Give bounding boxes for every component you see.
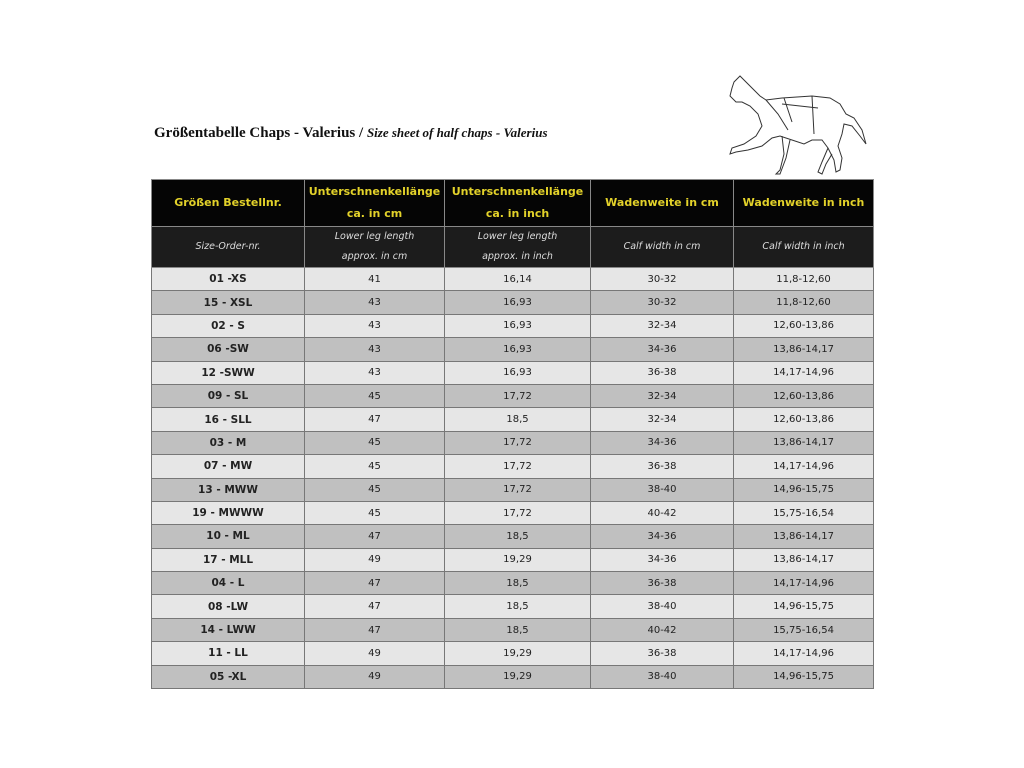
table-cell: 19,29 [445,642,591,665]
table-cell: 36-38 [591,642,734,665]
table-cell: 38-40 [591,478,734,501]
table-cell: 17,72 [445,431,591,454]
table-cell: 18,5 [445,572,591,595]
header-label: Wadenweite in cm [605,196,719,209]
table-row [152,525,874,548]
table-cell: 47 [305,408,445,431]
table-row [152,478,874,501]
table-cell: 47 [305,618,445,641]
table-row [152,665,874,688]
table-cell: 10 - ML [152,525,305,548]
table-cell: 11,8-12,60 [734,291,874,314]
table-cell: 49 [305,642,445,665]
table-cell: 47 [305,525,445,548]
table-row [152,361,874,384]
table-cell: 12,60-13,86 [734,408,874,431]
table-cell: 19 - MWWW [152,501,305,524]
table-cell: 17,72 [445,455,591,478]
subheader-label: Lower leg length [477,231,558,242]
header-label: ca. in inch [485,207,550,220]
header-label: Größen Bestellnr. [174,196,282,209]
column-header [591,180,734,227]
title-german: Größentabelle Chaps - Valerius / [154,125,364,141]
table-cell: 18,5 [445,618,591,641]
table-cell: 30-32 [591,291,734,314]
column-header [152,180,305,227]
table-cell: 32-34 [591,408,734,431]
table-cell: 43 [305,291,445,314]
table-cell: 06 -SW [152,338,305,361]
table-row [152,384,874,407]
column-header [305,180,445,227]
table-row [152,291,874,314]
subheader-label: Size-Order-nr. [195,241,261,252]
table-cell: 43 [305,361,445,384]
table-cell: 12 -SWW [152,361,305,384]
table-cell: 36-38 [591,361,734,384]
header-label: Wadenweite in inch [742,196,865,209]
table-cell: 45 [305,501,445,524]
table-cell: 09 - SL [152,384,305,407]
table-cell: 19,29 [445,665,591,688]
table-row [152,314,874,337]
table-cell: 15,75-16,54 [734,501,874,524]
column-subheader [445,227,591,268]
table-cell: 16,93 [445,291,591,314]
table-row [152,572,874,595]
table-cell: 14,17-14,96 [734,361,874,384]
table-cell: 16 - SLL [152,408,305,431]
table-cell: 12,60-13,86 [734,314,874,337]
table-cell: 11,8-12,60 [734,268,874,291]
table-cell: 04 - L [152,572,305,595]
title-english: Size sheet of half chaps - Valerius [366,125,548,140]
horse-illustration [722,74,872,178]
table-cell: 17 - MLL [152,548,305,571]
table-row [152,501,874,524]
table-cell: 34-36 [591,548,734,571]
table-cell: 14,96-15,75 [734,595,874,618]
table-cell: 13,86-14,17 [734,525,874,548]
column-subheader [152,227,305,268]
header-row-german [152,180,874,227]
subheader-label: Lower leg length [334,231,415,242]
table-row [152,455,874,478]
header-label: Unterschnenkellänge [451,185,584,198]
table-cell: 30-32 [591,268,734,291]
table-cell: 18,5 [445,525,591,548]
table-row [152,548,874,571]
table-cell: 17,72 [445,501,591,524]
table-cell: 49 [305,665,445,688]
table-row [152,268,874,291]
table-row [152,338,874,361]
table-cell: 47 [305,595,445,618]
table-cell: 38-40 [591,665,734,688]
table-cell: 12,60-13,86 [734,384,874,407]
column-subheader [734,227,874,268]
table-cell: 40-42 [591,618,734,641]
table-cell: 45 [305,384,445,407]
table-cell: 45 [305,455,445,478]
table-cell: 43 [305,338,445,361]
table-cell: 47 [305,572,445,595]
column-subheader [305,227,445,268]
table-row [152,642,874,665]
table-cell: 14,17-14,96 [734,572,874,595]
page-title [154,125,548,142]
table-cell: 36-38 [591,572,734,595]
table-cell: 36-38 [591,455,734,478]
table-cell: 45 [305,478,445,501]
subheader-label: Calf width in cm [623,241,701,252]
header-label: Unterschnenkellänge [308,185,441,198]
size-table [151,179,874,689]
table-cell: 16,14 [445,268,591,291]
column-header [445,180,591,227]
table-cell: 13,86-14,17 [734,548,874,571]
table-cell: 43 [305,314,445,337]
table-cell: 16,93 [445,361,591,384]
column-header [734,180,874,227]
subheader-label: Calf width in inch [762,241,845,252]
table-cell: 34-36 [591,338,734,361]
table-cell: 49 [305,548,445,571]
table-cell: 45 [305,431,445,454]
header-row-english [152,227,874,268]
table-cell: 11 - LL [152,642,305,665]
table-cell: 14,96-15,75 [734,478,874,501]
table-cell: 13 - MWW [152,478,305,501]
subheader-label: approx. in cm [341,251,408,262]
table-cell: 38-40 [591,595,734,618]
table-cell: 32-34 [591,384,734,407]
table-cell: 17,72 [445,478,591,501]
table-cell: 19,29 [445,548,591,571]
table-row [152,618,874,641]
table-cell: 17,72 [445,384,591,407]
table-cell: 13,86-14,17 [734,338,874,361]
table-row [152,408,874,431]
table-cell: 14,96-15,75 [734,665,874,688]
table-cell: 16,93 [445,338,591,361]
table-cell: 14,17-14,96 [734,455,874,478]
table-cell: 02 - S [152,314,305,337]
table-cell: 15,75-16,54 [734,618,874,641]
table-cell: 05 -XL [152,665,305,688]
table-cell: 14 - LWW [152,618,305,641]
table-cell: 15 - XSL [152,291,305,314]
table-cell: 07 - MW [152,455,305,478]
column-subheader [591,227,734,268]
table-cell: 08 -LW [152,595,305,618]
table-cell: 13,86-14,17 [734,431,874,454]
table-cell: 40-42 [591,501,734,524]
table-cell: 18,5 [445,595,591,618]
table-cell: 01 -XS [152,268,305,291]
table-cell: 34-36 [591,525,734,548]
table-cell: 32-34 [591,314,734,337]
table-cell: 18,5 [445,408,591,431]
table-cell: 03 - M [152,431,305,454]
table-row [152,595,874,618]
table-cell: 34-36 [591,431,734,454]
table-cell: 14,17-14,96 [734,642,874,665]
header-label: ca. in cm [346,207,403,220]
table-cell: 16,93 [445,314,591,337]
subheader-label: approx. in inch [482,251,553,262]
table-row [152,431,874,454]
table-cell: 41 [305,268,445,291]
